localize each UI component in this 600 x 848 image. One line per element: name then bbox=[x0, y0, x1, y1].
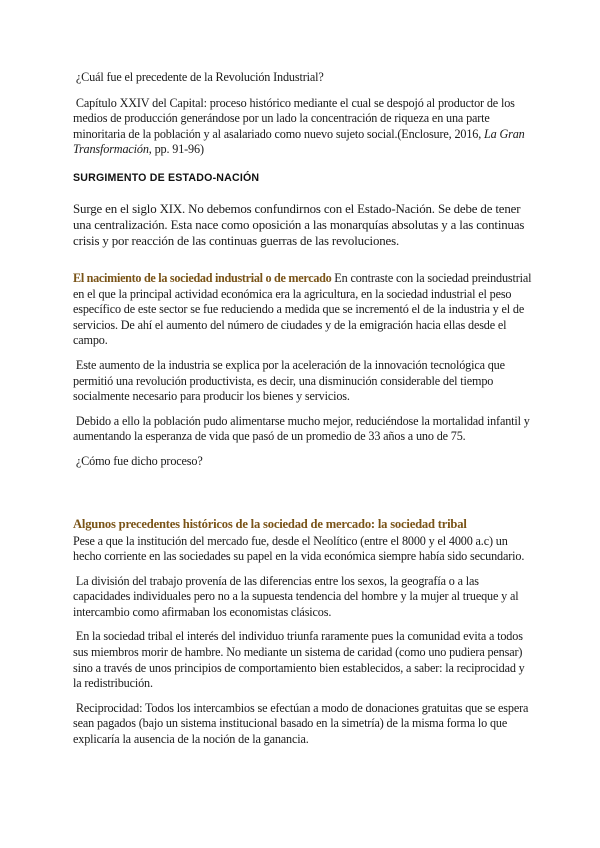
page-content bbox=[73, 70, 535, 748]
paragraph-capital bbox=[73, 96, 535, 158]
division-trabajo-text: La división del trabajo provenía de las diferencias entre los sexos, la geografía o a las capacidades individuales pero no a la supuesta tendencia del hombre y la mujer al trueque y al intercambio como afirmaban los economistas clásicos. bbox=[73, 573, 519, 619]
aumento-industria-text: Este aumento de la industria se explica por la aceleración de la innovación tecnológica que permitió una revolución productivista, es decir, una disminución considerable del tiempo socialmente necesario para producir los bienes y servicios. bbox=[73, 357, 505, 404]
spacer bbox=[73, 470, 535, 516]
paragraph-sociedad-industrial bbox=[73, 271, 535, 349]
question-proceso bbox=[73, 454, 535, 470]
capital-text: Capítulo XXIV del Capital: proceso histórico mediante el cual se despojó al productor de los medios de producción generándose por un lado la concentración de riqueza en una parte minoritaria de la población y al asalariado como nuevo sujeto social.(Enclosure, 2016, bbox=[73, 95, 515, 141]
paragraph-sociedad-tribal bbox=[73, 629, 535, 691]
sociedad-industrial-text: En contraste con la sociedad preindustrial en el que la principal actividad económica era la agricultura, en la sociedad industrial el peso específico de este sector se fue reduciendo a medida que se incrementó el de la industria y el de servicios. De ahí el aumento del número de ciudades y de la emigración hacia ellas desde el campo. bbox=[73, 270, 532, 348]
capital-citation-end: , pp. 91-96) bbox=[148, 142, 204, 157]
sociedad-tribal-text: En la sociedad tribal el interés del individuo triunfa raramente pues la comunidad evita a todos sus miembros morir de hambre. No mediante un sistema de caridad (como uno pudiera pensar) sino a través de unos principios de comportamiento bien establecidos, a saber: la reciprocidad y la redistribución. bbox=[73, 629, 525, 691]
heading-estado-nacion: SURGIMENTO DE ESTADO-NACIÓN bbox=[73, 171, 260, 184]
question-precedente bbox=[73, 70, 535, 86]
poblacion-text: Debido a ello la población pudo alimentarse mucho mejor, reduciéndose la mortalidad infantil y aumentando la esperanza de vida que pasó de un promedio de 33 años a uno de 75. bbox=[73, 413, 530, 444]
reciprocidad-text: Reciprocidad: Todos los intercambios se efectúan a modo de donaciones gratuitas que se espera sean pagados (bajo un sistema institucional basado en la simetría) de la misma forma lo que explicaría la ausencia de la noción de la ganancia. bbox=[73, 700, 529, 747]
section-title-sociedad-industrial: El nacimiento de la sociedad industrial o de mercado bbox=[73, 270, 332, 285]
paragraph-poblacion bbox=[73, 414, 535, 445]
section-title-sociedad-tribal: Algunos precedentes históricos de la sociedad de mercado: la sociedad tribal bbox=[73, 516, 467, 531]
paragraph-estado-nacion: Surge en el siglo XIX. No debemos confundirnos con el Estado-Nación. Se debe de tener una centralización. Esta nace como oposición a las monarquías absolutas y a las continuas crisis y por reacción de las continuas guerras de las revoluciones. bbox=[73, 201, 525, 248]
paragraph-mercado-neolitico: Pese a que la institución del mercado fue, desde el Neolítico (entre el 8000 y el 4000 a.c) un hecho corriente en las sociedades su papel en la vida económica siempre había sido secundario. bbox=[73, 533, 525, 564]
question-proceso-text: ¿Cómo fue dicho proceso? bbox=[75, 453, 203, 468]
paragraph-division-trabajo bbox=[73, 574, 535, 621]
capital-book-title: La Gran Transformación bbox=[73, 126, 525, 157]
paragraph-aumento-industria bbox=[73, 358, 535, 405]
paragraph-reciprocidad bbox=[73, 701, 535, 748]
question-precedente-text: ¿Cuál fue el precedente de la Revolución Industrial? bbox=[75, 70, 324, 84]
